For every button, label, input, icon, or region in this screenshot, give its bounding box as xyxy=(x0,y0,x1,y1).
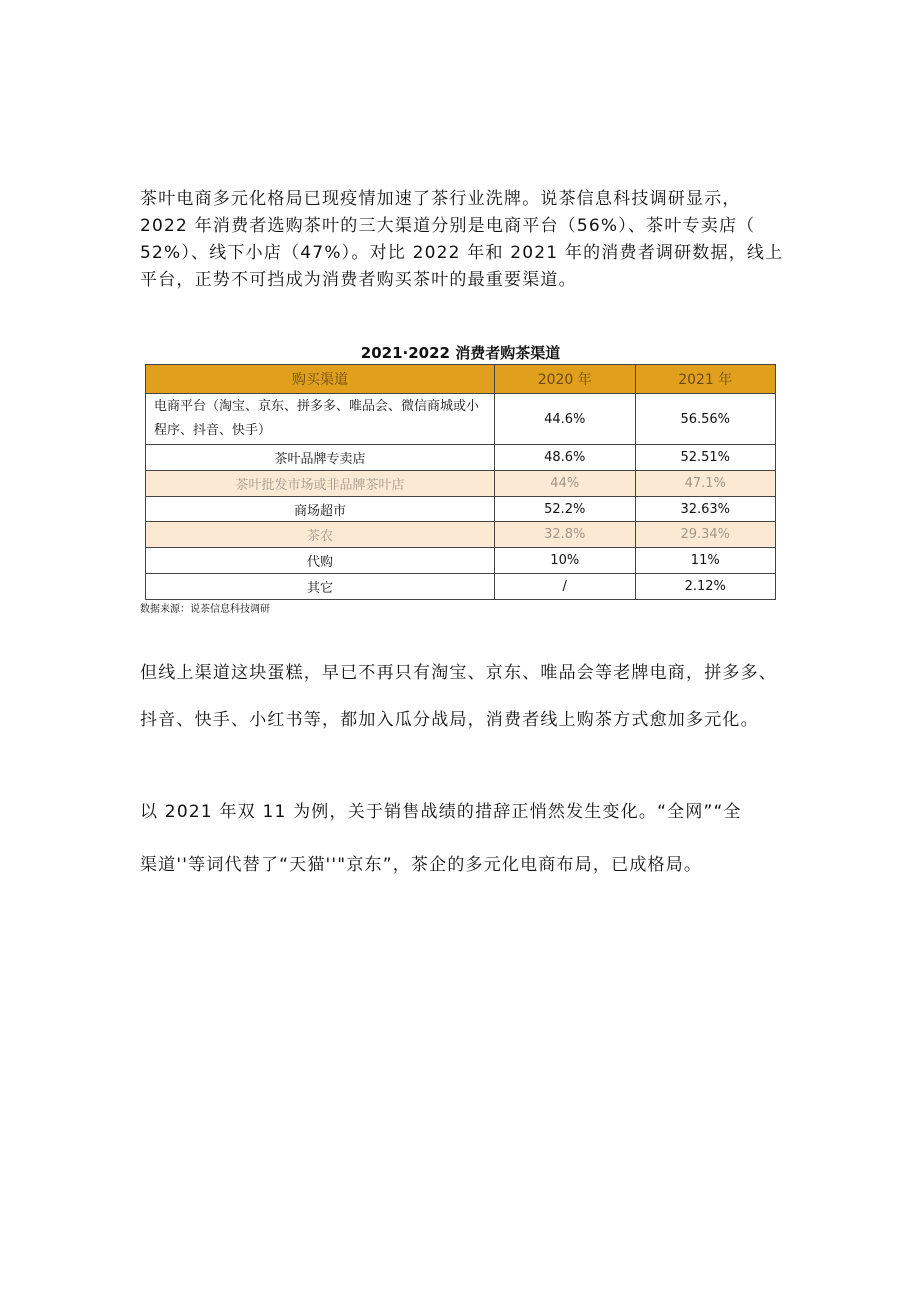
cell: 茶农 xyxy=(146,522,495,548)
cell: 电商平台（淘宝、京东、拼多多、唯品会、微信商城或小程序、抖音、快手） xyxy=(146,394,495,445)
cell: / xyxy=(495,574,636,600)
cell: 32.8% xyxy=(495,522,636,548)
cell: 11% xyxy=(635,548,776,574)
cell: 茶叶批发市场或非品牌茶叶店 xyxy=(146,471,495,497)
cell: 52.51% xyxy=(635,445,776,471)
paragraph-line: 抖音、快手、小红书等，都加入瓜分战局，消费者线上购茶方式愈加多元化。 xyxy=(140,710,759,730)
table-row xyxy=(146,497,776,522)
table-title: 2021·2022 消费者购茶渠道 xyxy=(360,344,561,362)
table-header-row xyxy=(146,365,776,394)
header-cell: 购买渠道 xyxy=(146,365,495,394)
paragraph-line: 平台，正势不可挡成为消费者购买茶叶的最重要渠道。 xyxy=(140,270,577,290)
channel-table xyxy=(145,364,776,600)
cell: 56.56% xyxy=(635,394,776,445)
table-row xyxy=(146,522,776,548)
paragraph-line: 以 2021 年双 11 为例，关于销售战绩的措辞正悄然发生变化。“全网”“全 xyxy=(140,802,742,822)
cell: 代购 xyxy=(146,548,495,574)
table-row xyxy=(146,548,776,574)
cell: 29.34% xyxy=(635,522,776,548)
paragraph-line: 渠道''等词代替了“天猫''"京东”，茶企的多元化电商布局，已成格局。 xyxy=(140,855,703,875)
cell: 47.1% xyxy=(635,471,776,497)
paragraph-line: 52%）、线下小店（47%）。对比 2022 年和 2021 年的消费者调研数据，线上 xyxy=(140,243,784,263)
header-cell: 2020 年 xyxy=(495,365,636,394)
header-cell: 2021 年 xyxy=(635,365,776,394)
paragraph-line: 茶叶电商多元化格局已现疫情加速了茶行业洗牌。说茶信息科技调研显示， xyxy=(140,189,741,209)
paragraph-line: 但线上渠道这块蛋糕，早已不再只有淘宝、京东、唯品会等老牌电商，拼多多、 xyxy=(140,663,777,683)
cell: 52.2% xyxy=(495,497,636,522)
cell: 10% xyxy=(495,548,636,574)
table-row xyxy=(146,445,776,471)
table-source: 数据来源：说茶信息科技调研 xyxy=(140,604,270,615)
cell: 44.6% xyxy=(495,394,636,445)
cell: 茶叶品牌专卖店 xyxy=(146,445,495,471)
cell: 48.6% xyxy=(495,445,636,471)
paragraph-line: 2022 年消费者选购茶叶的三大渠道分别是电商平台（56%）、茶叶专卖店（ xyxy=(140,216,756,236)
cell: 2.12% xyxy=(635,574,776,600)
table-row xyxy=(146,471,776,497)
table-row xyxy=(146,394,776,445)
cell: 44% xyxy=(495,471,636,497)
cell: 商场超市 xyxy=(146,497,495,522)
cell: 其它 xyxy=(146,574,495,600)
cell: 32.63% xyxy=(635,497,776,522)
table-row xyxy=(146,574,776,600)
